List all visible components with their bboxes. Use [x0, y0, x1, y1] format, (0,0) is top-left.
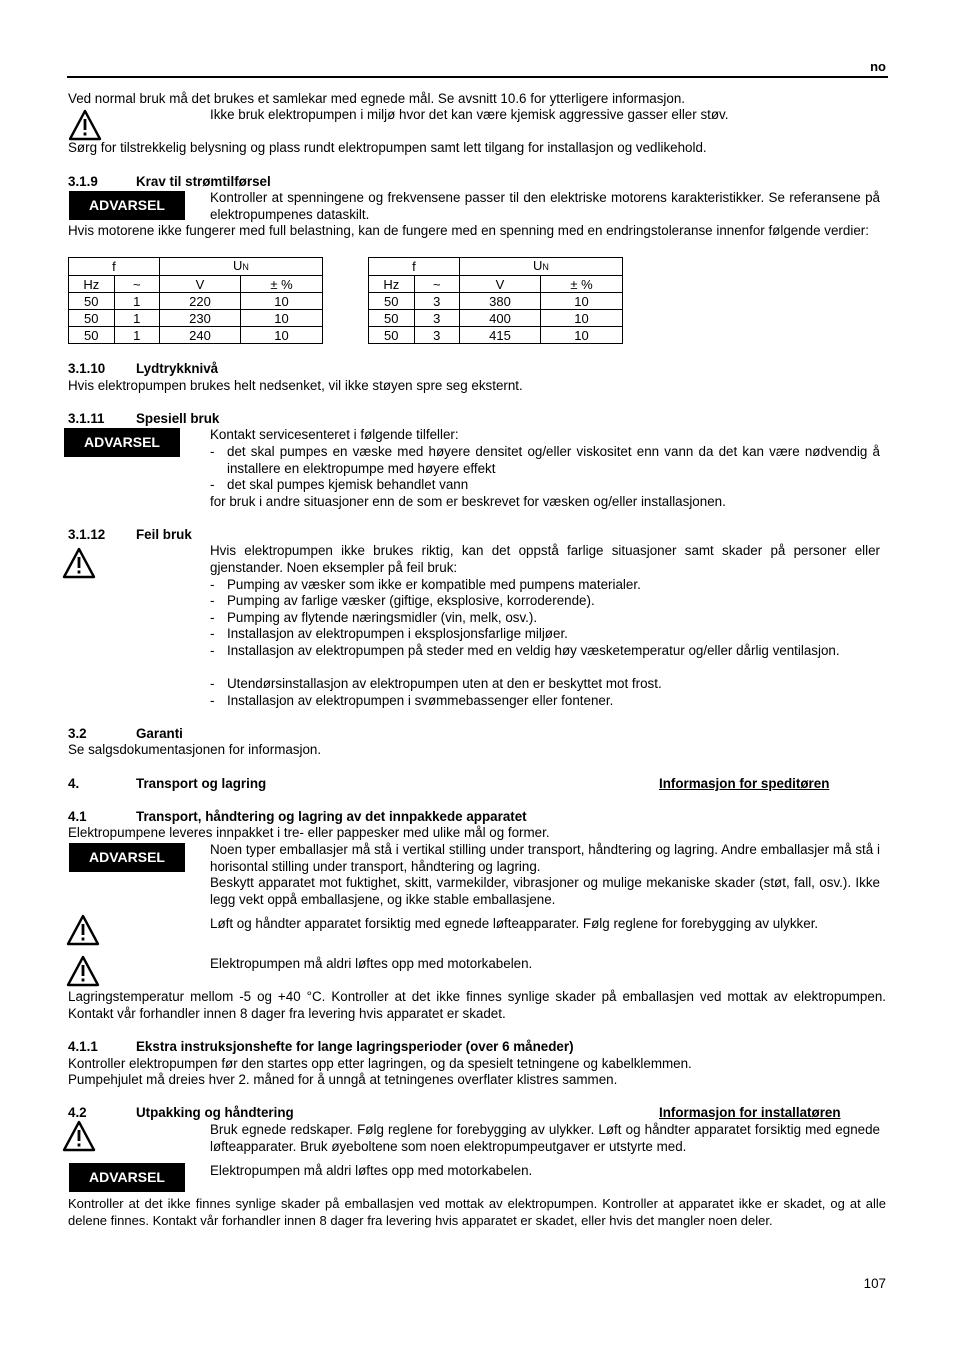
paragraph: Løft og håndter apparatet forsiktig med egnede løfteapparater. Følg reglene for forebygging av ulykker.	[210, 916, 819, 931]
section-number: 3.1.10	[68, 361, 106, 376]
section-title: Feil bruk	[136, 527, 192, 542]
paragraph: Lagringstemperatur mellom -5 og +40 °C. Kontroller at det ikke finnes synlige skader på emballasjen ved mottak av elektropumpen. Kontakt vår forhandler innen 8 dager fra levering hvis apparatet er skadet.	[68, 989, 886, 1021]
audience-label: Informasjon for speditøren	[659, 776, 830, 791]
paragraph: Elektropumpen må aldri løftes opp med motorkabelen.	[210, 1163, 533, 1178]
paragraph: for bruk i andre situasjoner enn de som er beskrevet for væsken og/eller installasjonen.	[210, 494, 726, 509]
list-item: Installasjon av elektropumpen i svømmebassenger eller fontener.	[227, 693, 614, 708]
language-code: no	[870, 59, 886, 74]
list-item: Pumping av farlige væsker (giftige, eksplosive, korroderende).	[227, 593, 595, 608]
paragraph: Hvis elektropumpen brukes helt nedsenket, vil ikke støyen spre seg eksternt.	[68, 378, 523, 393]
section-title: Krav til strømtilførsel	[136, 174, 271, 189]
paragraph: Pumpehjulet må dreies hver 2. måned for å unngå at tetningenes overflater klistres sammen.	[68, 1072, 618, 1087]
list-item: det skal pumpes en væske med høyere densitet og/eller viskositet enn vann da det kan være nødvendig å installere en elektropumpe med høyere effekt	[227, 444, 880, 476]
warning-triangle-icon	[68, 109, 102, 141]
warning-badge: ADVARSEL	[69, 191, 185, 220]
warning-triangle-icon	[62, 547, 96, 579]
section-title: Spesiell bruk	[136, 411, 220, 426]
section-number: 3.1.12	[68, 527, 106, 542]
voltage-table-three-phase: f UN Hz ~ V ± % 50 3 380 10 50 3 400 10 50 3 415 10	[368, 257, 623, 344]
warning-badge: ADVARSEL	[64, 428, 180, 457]
paragraph: Kontakt servicesenteret i følgende tilfeller:	[210, 427, 459, 442]
paragraph: Noen typer emballasjer må stå i vertikal stilling under transport, håndtering og lagring. Andre emballasjer må stå i horisontal stilling under transport, håndtering og lagring.	[210, 842, 880, 874]
paragraph: Kontroller elektropumpen før den startes opp etter lagringen, og da spesielt tetningene og kabelklemmen.	[68, 1056, 692, 1071]
paragraph: Kontroller at spenningene og frekvensene passer til den elektriske motorens karakteristikker. Se referansene på elektropumpenes dataskilt.	[210, 190, 880, 222]
list-dash: -	[210, 693, 215, 708]
list-dash: -	[210, 477, 215, 492]
warning-triangle-icon	[66, 914, 100, 946]
paragraph: Hvis motorene ikke fungerer med full belastning, kan de fungere med en spenning med en endringstoleranse innenfor følgende verdier:	[68, 223, 869, 238]
section-title: Transport og lagring	[136, 776, 267, 791]
list-item: Pumping av flytende næringsmidler (vin, melk, osv.).	[227, 610, 538, 625]
list-item: Utendørsinstallasjon av elektropumpen uten at den er beskyttet mot frost.	[227, 676, 662, 691]
list-dash: -	[210, 676, 215, 691]
list-item: Installasjon av elektropumpen i eksplosjonsfarlige miljøer.	[227, 626, 568, 641]
section-title: Transport, håndtering og lagring av det innpakkede apparatet	[136, 809, 527, 824]
warning-triangle-icon	[62, 1120, 96, 1152]
paragraph: Beskytt apparatet mot fuktighet, skitt, varmekilder, vibrasjoner og mulige mekaniske skader (støt, fall, osv.). Ikke legg vekt oppå emballasjene, og ikke stable emballasjene.	[210, 875, 880, 907]
list-dash: -	[210, 610, 215, 625]
audience-label: Informasjon for installatøren	[659, 1105, 841, 1120]
list-dash: -	[210, 626, 215, 641]
voltage-table-single-phase: f UN Hz ~ V ± % 50 1 220 10 50 1 230 10 50 1 240 10	[68, 257, 323, 344]
paragraph: Elektropumpene leveres innpakket i tre- eller pappesker med ulike mål og former.	[68, 825, 550, 840]
section-number: 3.1.9	[68, 174, 98, 189]
section-number: 3.2	[68, 726, 87, 741]
warning-badge: ADVARSEL	[69, 843, 185, 872]
paragraph: Bruk egnede redskaper. Følg reglene for forebygging av ulykker. Løft og håndter apparatet forsiktig med egnede løfteapparater. Bruk øyeboltene som noen elektropumpeutgaver er utstyrte med.	[210, 1122, 880, 1154]
paragraph: Kontroller at det ikke finnes synlige skader på emballasjen ved mottak av elektropumpen. Kontroller at apparatet ikke er skadet, og at alle delene finnes. Kontakt vår forhandler innen 8 dager fra levering hvis apparatet er skadet, eller hvis det mangler noen deler.	[68, 1196, 886, 1228]
paragraph: Se salgsdokumentasjonen for informasjon.	[68, 742, 322, 757]
page-number: 107	[863, 1276, 886, 1291]
warning-triangle-icon	[66, 955, 100, 987]
intro-text: Ved normal bruk må det brukes et samlekar med egnede mål. Se avsnitt 10.6 for ytterligere informasjon.	[68, 91, 686, 106]
section-title: Ekstra instruksjonshefte for lange lagringsperioder (over 6 måneder)	[136, 1039, 574, 1054]
warning-text: Ikke bruk elektropumpen i miljø hvor det kan være kjemisk aggressive gasser eller støv.	[210, 107, 729, 122]
list-dash: -	[210, 593, 215, 608]
list-item: Installasjon av elektropumpen på steder med en veldig høy væsketemperatur og/eller dårlig ventilasjon.	[227, 643, 840, 658]
section-number: 4.1	[68, 809, 87, 824]
section-number: 4.2	[68, 1105, 87, 1120]
list-item: Pumping av væsker som ikke er kompatible med pumpens materialer.	[227, 577, 641, 592]
list-dash: -	[210, 444, 215, 459]
list-dash: -	[210, 643, 215, 658]
header-rule	[67, 76, 888, 78]
list-dash: -	[210, 577, 215, 592]
section-number: 4.	[68, 776, 80, 791]
paragraph: Elektropumpen må aldri løftes opp med motorkabelen.	[210, 956, 533, 971]
list-item: det skal pumpes kjemisk behandlet vann	[227, 477, 469, 492]
section-title: Garanti	[136, 726, 183, 741]
warning-badge: ADVARSEL	[69, 1163, 185, 1192]
section-number: 3.1.11	[68, 411, 105, 426]
intro-text: Sørg for tilstrekkelig belysning og plass rundt elektropumpen samt lett tilgang for installasjon og vedlikehold.	[68, 140, 707, 155]
section-title: Utpakking og håndtering	[136, 1105, 294, 1120]
section-number: 4.1.1	[68, 1039, 98, 1054]
paragraph: Hvis elektropumpen ikke brukes riktig, kan det oppstå farlige situasjoner samt skader på personer eller gjenstander. Noen eksempler på feil bruk:	[210, 543, 880, 575]
section-title: Lydtrykknivå	[136, 361, 219, 376]
